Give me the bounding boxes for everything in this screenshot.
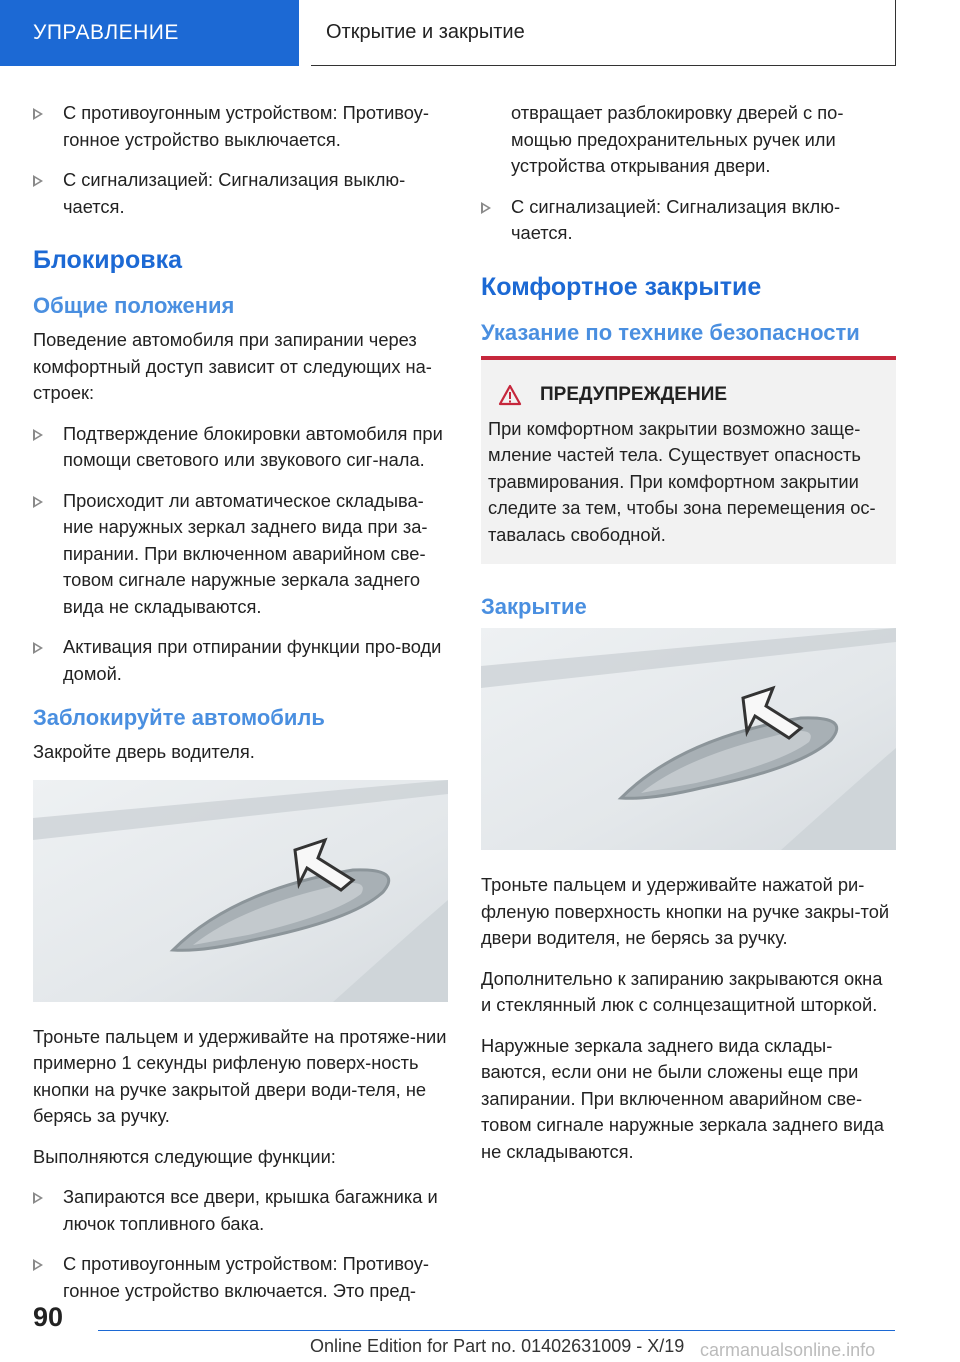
list-item: Происходит ли автоматическое складыва-ние наружных зеркал заднего вида при за-пирании. При включенном аварийном све-товом сигнале наружные зеркала заднего вида не складываются.	[33, 488, 448, 621]
touch-text: Троньте пальцем и удерживайте на протяже-нии примерно 1 секунды рифленую поверх-ность кнопки на ручке закрытой двери води-теля, не берясь за ручку.	[33, 1025, 447, 1126]
heading-close: Закрытие	[481, 594, 587, 619]
triangle-bullet-icon	[33, 175, 43, 187]
watermark: carmanualsonline.info	[700, 1340, 876, 1360]
header-chapter-label: Открытие и закрытие	[326, 21, 525, 43]
triangle-bullet-icon	[33, 429, 43, 441]
list-item: С сигнализацией: Сигнализация выклю-чается.	[33, 167, 448, 220]
heading-lock-car: Заблокируйте автомобиль	[33, 705, 325, 730]
heading-general: Общие положения	[33, 293, 235, 318]
warning-text: При комфортном закрытии возможно защe-мление частей тела. Существует опасность травмирования. При комфортном закрытии следите за тем, чтобы зона перемещения ос-тавалась свободной.	[488, 417, 876, 545]
triangle-bullet-icon	[481, 202, 491, 214]
windows-text: Дополнительно к запиранию закрываются окна и стеклянный люк с солнцезащитной шторкой.	[481, 967, 883, 1015]
heading-safety: Указание по технике безопасности	[481, 319, 860, 345]
triangle-bullet-icon	[33, 1192, 43, 1204]
general-text: Поведение автомобиля при запирании через комфортный доступ зависит от следующих на-строек:	[33, 329, 432, 403]
list-item: С противоугонным устройством: Противоу-гонное устройство выключается.	[33, 100, 448, 153]
triangle-bullet-icon	[33, 642, 43, 654]
warning-triangle-icon	[498, 384, 522, 406]
continuation-text: отвращает разблокировку дверей с по-мощью предохранительных ручек или устройства открывания двери.	[511, 102, 844, 176]
door-handle-photo	[33, 780, 448, 1002]
page-number: 90	[33, 1302, 64, 1332]
list-item: Активация при отпирании функции про-води домой.	[33, 634, 448, 687]
heading-comfort-close: Комфортное закрытие	[481, 272, 762, 301]
functions-bullet-list	[33, 1184, 448, 1304]
footer-edition: Online Edition for Part no. 01402631009 - X/19	[310, 1336, 685, 1356]
list-item: Запираются все двери, крышка багажника и лючок топливного бака.	[33, 1184, 448, 1237]
header-chapter-box	[311, 0, 896, 66]
triangle-bullet-icon	[33, 496, 43, 508]
right-column	[481, 100, 896, 1179]
door-handle-photo	[481, 628, 896, 850]
close-touch-text: Троньте пальцем и удерживайте нажатой ри-фленую поверхность кнопки на ручке закры-той двери водителя, не берясь за ручку.	[481, 874, 890, 948]
warning-box	[481, 356, 896, 565]
lock-instruction: Закройте дверь водителя.	[33, 741, 255, 762]
footer-divider	[98, 1330, 895, 1331]
list-item: С противоугонным устройством: Противоу-гонное устройство включается. Это пред-	[33, 1251, 448, 1304]
warning-title: ПРЕДУПРЕЖДЕНИЕ	[540, 383, 728, 405]
list-item: Подтверждение блокировки автомобиля при помощи светового или звукового сиг-нала.	[33, 421, 448, 474]
heading-lock: Блокировка	[33, 246, 182, 274]
functions-intro: Выполняются следующие функции:	[33, 1145, 336, 1167]
mirrors-text: Наружные зеркала заднего вида склады-ваются, если они не были сложены еще при запирании. При включенном аварийном све-товом сигнале наружные зеркала заднего вида не складываются.	[481, 1034, 884, 1162]
header-section-label: УПРАВЛЕНИЕ	[33, 21, 179, 44]
warning-title-row	[498, 384, 889, 406]
left-column	[33, 100, 448, 1318]
alarm-bullet-list	[481, 194, 896, 247]
general-bullet-list	[33, 421, 448, 688]
list-item: С сигнализацией: Сигнализация вклю-чается.	[481, 194, 896, 247]
triangle-bullet-icon	[33, 108, 43, 120]
header-section-tab	[0, 0, 299, 66]
triangle-bullet-icon	[33, 1259, 43, 1271]
top-bullet-list	[33, 100, 448, 220]
